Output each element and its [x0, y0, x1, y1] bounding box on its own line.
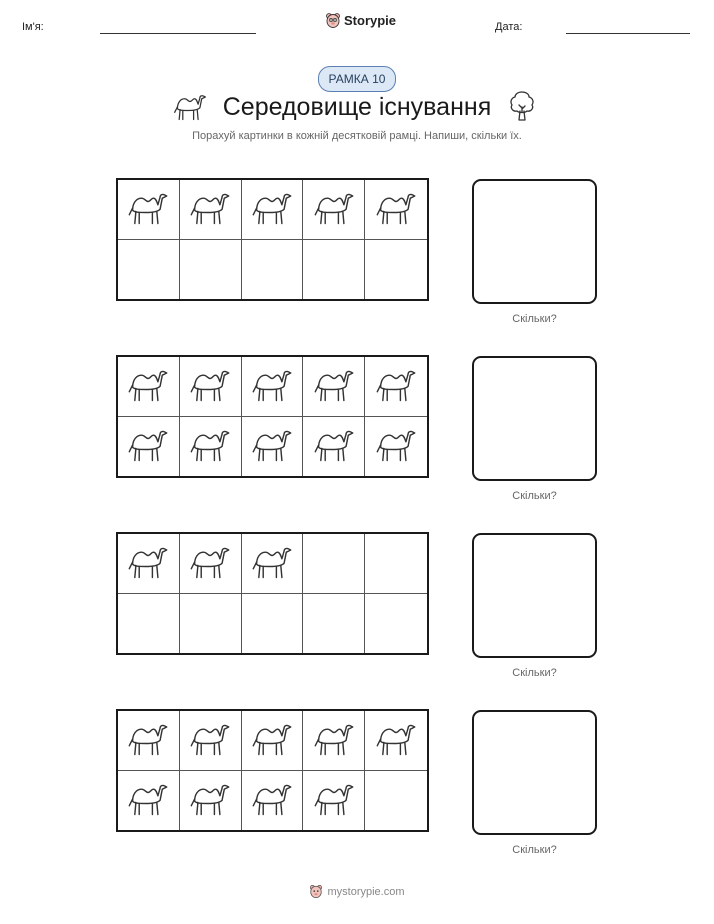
camel-icon	[374, 364, 418, 409]
frame-cell	[242, 534, 304, 594]
frame-cell	[118, 240, 180, 300]
camel-icon	[312, 364, 356, 409]
camel-icon	[312, 718, 356, 763]
camel-icon	[126, 187, 170, 232]
camel-icon	[126, 424, 170, 469]
camel-icon	[188, 364, 232, 409]
ten-frame-3	[116, 532, 429, 655]
answer-box-2[interactable]	[472, 356, 597, 481]
answer-box-1[interactable]	[472, 179, 597, 304]
camel-icon	[126, 718, 170, 763]
footer	[0, 884, 714, 899]
frame-cell	[180, 594, 242, 654]
camel-icon	[312, 424, 356, 469]
camel-icon	[312, 778, 356, 823]
frame-cell	[303, 417, 365, 477]
camel-icon	[250, 364, 294, 409]
date-line[interactable]	[566, 33, 690, 34]
storypie-mascot-icon	[325, 12, 341, 29]
frame-cell	[303, 240, 365, 300]
camel-icon	[250, 541, 294, 586]
frame-cell	[365, 711, 427, 771]
camel-icon	[188, 424, 232, 469]
camel-icon	[188, 541, 232, 586]
frame-cell	[242, 594, 304, 654]
camel-icon	[374, 424, 418, 469]
frame-cell	[180, 771, 242, 831]
frame-badge: РАМКА 10	[318, 66, 396, 92]
frame-cell	[118, 357, 180, 417]
how-many-label-3: Скільки?	[512, 667, 557, 679]
frame-cell	[180, 240, 242, 300]
camel-icon	[250, 778, 294, 823]
ten-frame-4	[116, 709, 429, 832]
instructions: Порахуй картинки в кожній десятковій рамці. Напиши, скільки їх.	[192, 130, 522, 142]
frame-cell	[242, 240, 304, 300]
answer-box-4[interactable]	[472, 710, 597, 835]
frame-cell	[303, 180, 365, 240]
frame-cell	[303, 711, 365, 771]
brand-logo	[325, 12, 396, 29]
frame-cell	[365, 534, 427, 594]
frame-cell	[118, 771, 180, 831]
name-line[interactable]	[100, 33, 256, 34]
frame-cell	[365, 180, 427, 240]
frame-cell	[118, 711, 180, 771]
storypie-mascot-icon	[309, 884, 323, 899]
camel-icon	[250, 187, 294, 232]
camel-icon	[126, 541, 170, 586]
frame-cell	[365, 240, 427, 300]
frame-cell	[365, 357, 427, 417]
tree-icon	[506, 88, 538, 122]
frame-cell	[303, 594, 365, 654]
frame-cell	[365, 594, 427, 654]
frame-cell	[180, 357, 242, 417]
ten-frame-1	[116, 178, 429, 301]
frame-cell	[180, 711, 242, 771]
frame-cell	[242, 357, 304, 417]
frame-cell	[242, 771, 304, 831]
frame-cell	[365, 417, 427, 477]
camel-icon	[188, 778, 232, 823]
frame-cell	[180, 180, 242, 240]
camel-icon	[374, 718, 418, 763]
camel-icon	[126, 778, 170, 823]
answer-box-3[interactable]	[472, 533, 597, 658]
frame-cell	[118, 534, 180, 594]
camel-icon	[126, 364, 170, 409]
page-title: Середовище існування	[222, 93, 492, 121]
frame-cell	[303, 771, 365, 831]
frame-cell	[118, 417, 180, 477]
camel-icon	[250, 718, 294, 763]
footer-site: mystorypie.com	[327, 885, 405, 898]
frame-cell	[303, 534, 365, 594]
frame-cell	[242, 180, 304, 240]
frame-cell	[118, 594, 180, 654]
camel-icon	[250, 424, 294, 469]
camel-icon	[188, 187, 232, 232]
name-label: Ім'я:	[22, 21, 44, 33]
frame-cell	[180, 534, 242, 594]
frame-cell	[242, 711, 304, 771]
ten-frame-2	[116, 355, 429, 478]
camel-icon	[374, 187, 418, 232]
how-many-label-4: Скільки?	[512, 844, 557, 856]
brand-name: Storypie	[344, 13, 397, 28]
frame-cell	[180, 417, 242, 477]
how-many-label-1: Скільки?	[512, 313, 557, 325]
frame-cell	[365, 771, 427, 831]
frame-cell	[242, 417, 304, 477]
frame-cell	[303, 357, 365, 417]
frame-cell	[118, 180, 180, 240]
camel-icon	[312, 187, 356, 232]
camel-icon	[188, 718, 232, 763]
how-many-label-2: Скільки?	[512, 490, 557, 502]
date-label: Дата:	[495, 21, 523, 33]
